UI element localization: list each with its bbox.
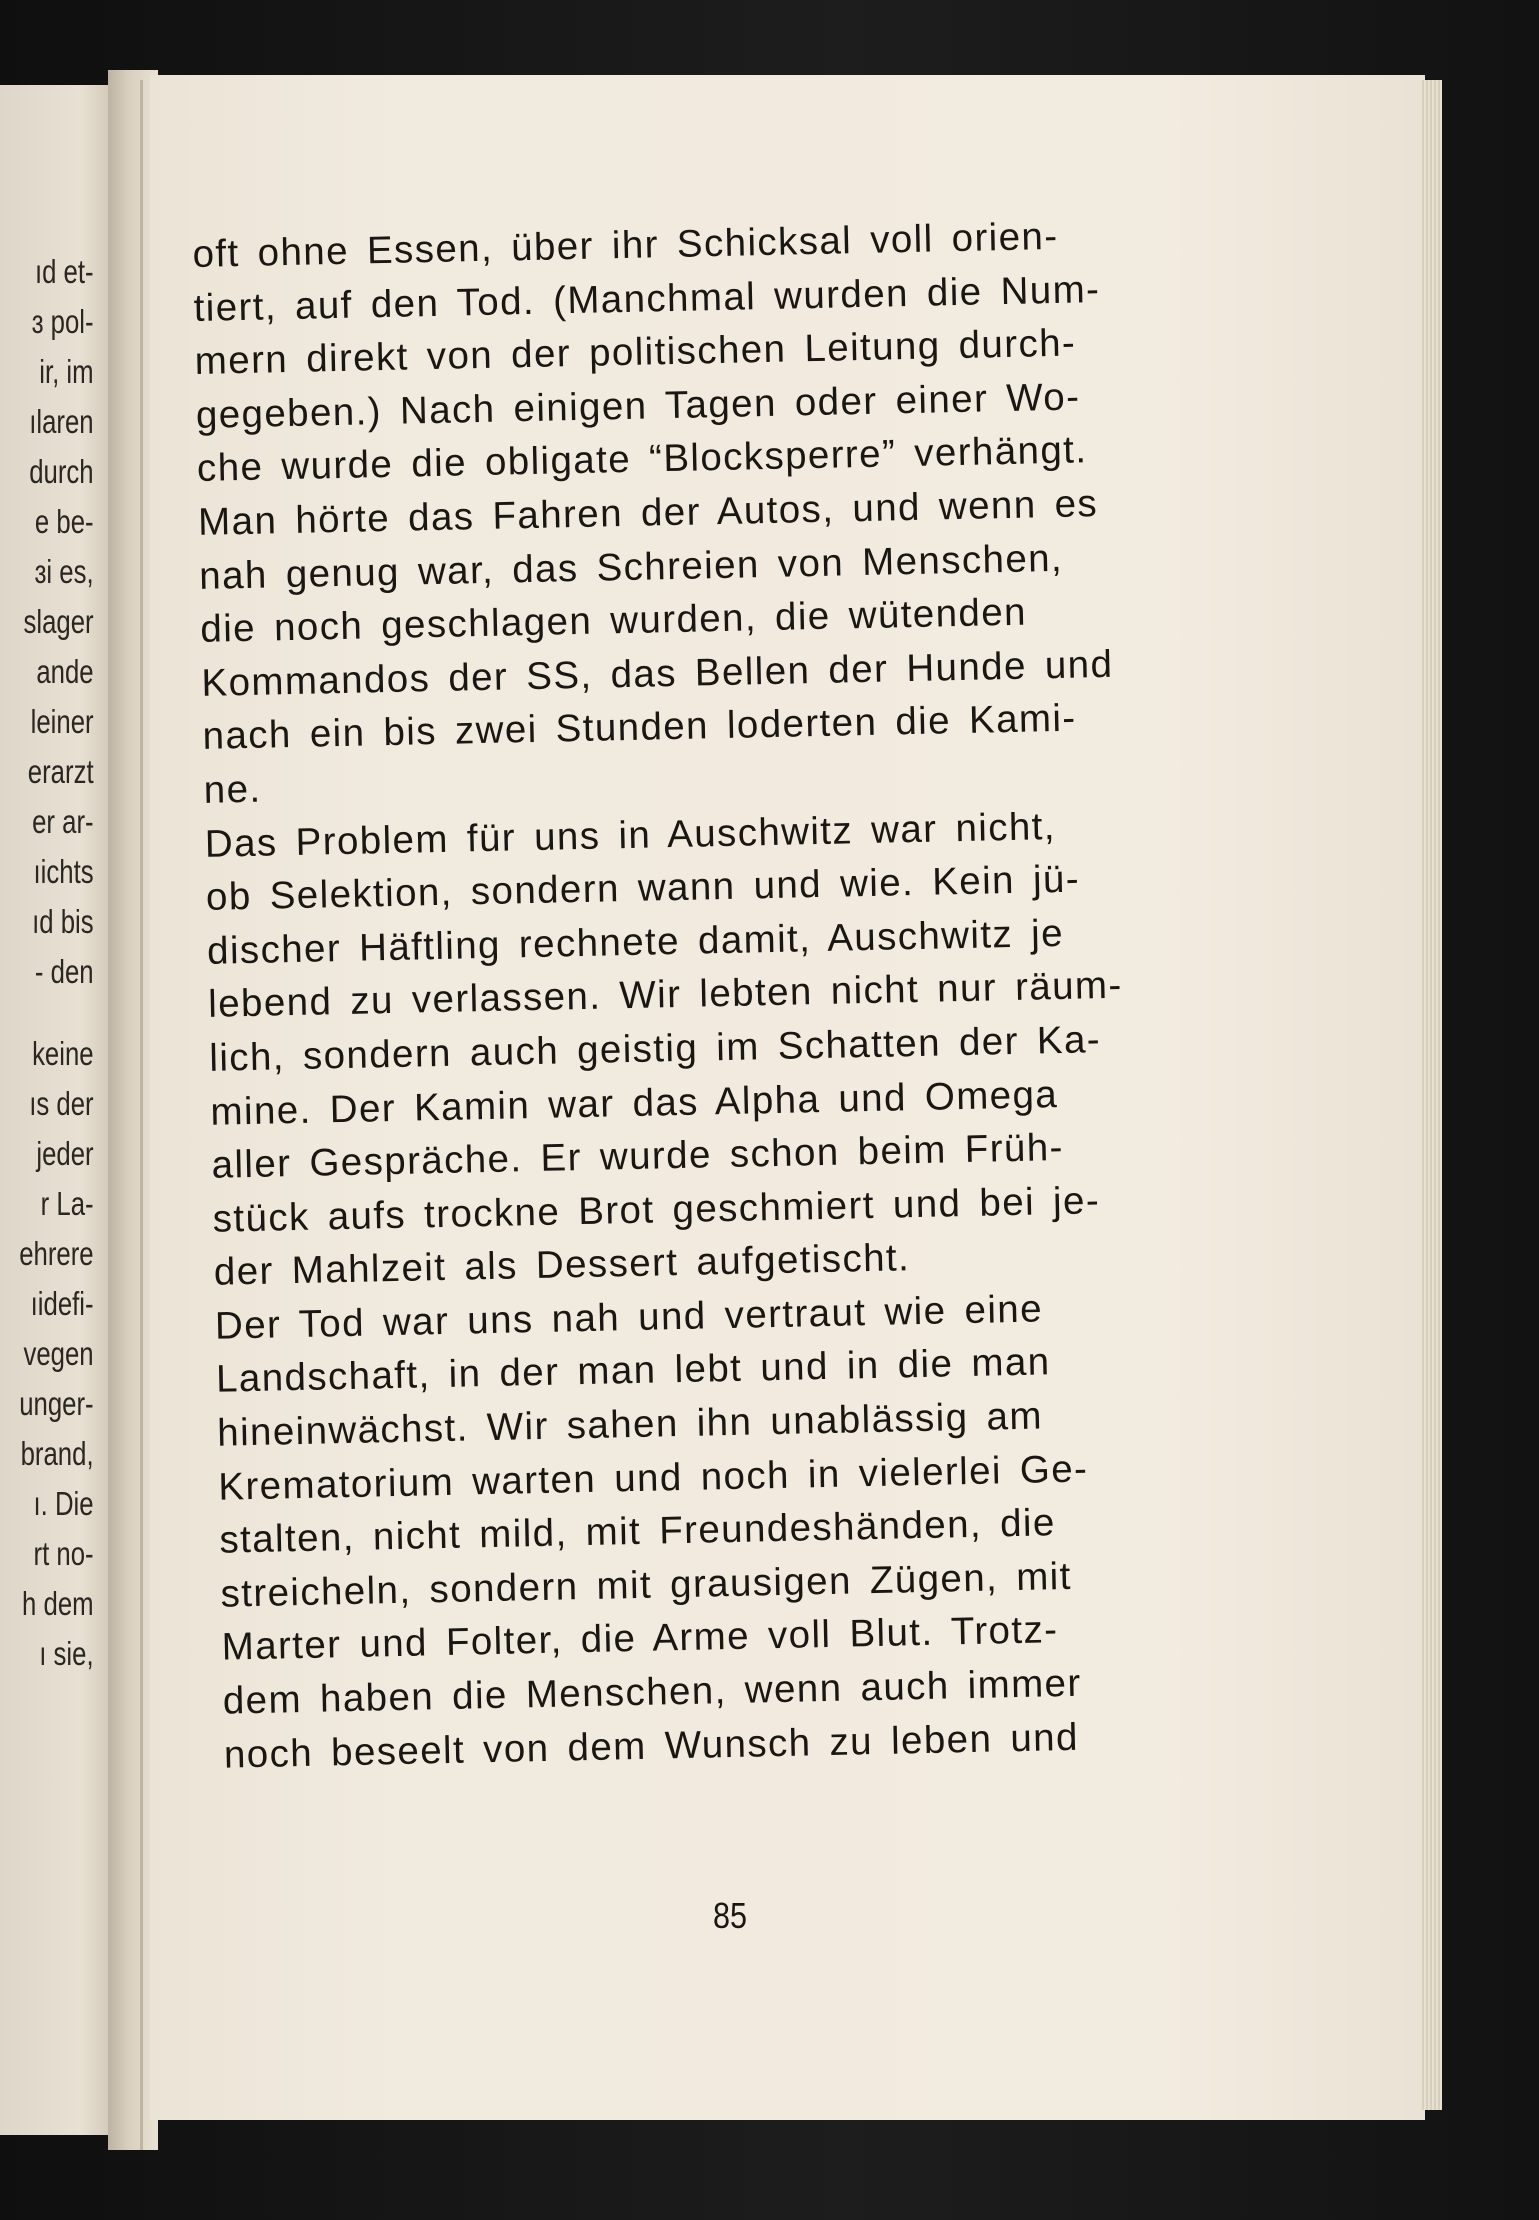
previous-page-fragment: leiner xyxy=(30,703,94,740)
text-line: ne. xyxy=(203,767,262,812)
text-line: stalten, nicht mild, mit Freundeshänden, die xyxy=(219,1501,1057,1562)
previous-page-fragment: jeder xyxy=(36,1135,94,1172)
text-line: mern direkt von der politischen Leitung durch- xyxy=(194,321,1077,384)
previous-page-fragment: erarzt xyxy=(27,753,94,790)
previous-page-text xyxy=(0,247,94,1679)
gutter-fold xyxy=(140,80,143,2150)
previous-page-fragment: h dem xyxy=(22,1585,94,1622)
page-number: 85 xyxy=(712,1895,748,1936)
text-line: stück aufs trockne Brot geschmiert und bei je- xyxy=(212,1178,1101,1241)
previous-page-fragment: ir, im xyxy=(39,353,94,390)
text-line: der Mahlzeit als Dessert aufgetischt. xyxy=(213,1236,911,1295)
previous-page-fragment: ı. Die xyxy=(33,1485,94,1522)
text-line: Man hörte das Fahren der Autos, und wenn es xyxy=(197,482,1099,544)
text-line: nah genug war, das Schreien von Menschen, xyxy=(198,536,1064,598)
previous-page-fragment: ıd bis xyxy=(32,903,94,940)
previous-page-fragment: ıidefi- xyxy=(30,1285,94,1322)
previous-page-fragment: ıs der xyxy=(29,1085,94,1122)
previous-page-fragment: ɜ pol- xyxy=(31,303,94,340)
text-line: lich, sondern auch geistig im Schatten der Ka- xyxy=(208,1018,1102,1080)
text-line: noch beseelt von dem Wunsch zu leben und xyxy=(223,1715,1080,1777)
text-line: hineinwächst. Wir sahen ihn unablässig am xyxy=(216,1394,1044,1455)
text-line: ob Selektion, sondern wann und wie. Kein jü- xyxy=(205,857,1081,919)
text-line: tiert, auf den Tod. (Manchmal wurden die Num- xyxy=(193,267,1101,330)
text-line: die noch geschlagen wurden, die wütenden xyxy=(199,590,1028,652)
previous-page-fragment: rt no- xyxy=(33,1535,94,1572)
previous-page-fragment: ıichts xyxy=(33,853,94,890)
previous-page-fragment: brand, xyxy=(20,1435,94,1472)
previous-page-fragment: ande xyxy=(36,653,94,690)
text-line: gegeben.) Nach einigen Tagen oder einer Wo- xyxy=(195,375,1081,437)
previous-page-fragment: ı sie, xyxy=(39,1635,94,1672)
previous-page-fragment: ɜi es, xyxy=(34,553,94,590)
previous-page-fragment: - den xyxy=(34,953,94,990)
text-line: discher Häftling rechnete damit, Auschwitz je xyxy=(206,911,1065,973)
previous-page-fragment: unger- xyxy=(19,1385,94,1422)
previous-page-fragment: durch xyxy=(29,453,94,490)
text-line: Krematorium warten und noch in vielerlei Ge- xyxy=(217,1447,1089,1509)
previous-page-fragment: er ar- xyxy=(32,803,94,840)
text-line: nach ein bis zwei Stunden loderten die Kami- xyxy=(202,696,1077,759)
paragraph-gap xyxy=(0,997,90,1029)
text-line: mine. Der Kamin war das Alpha und Omega xyxy=(210,1072,1059,1134)
previous-page-fragment: ılaren xyxy=(29,403,94,440)
text-line: aller Gespräche. Er wurde schon beim Früh- xyxy=(211,1126,1065,1187)
text-line: Landschaft, in der man lebt und in die man xyxy=(215,1340,1051,1402)
text-line: Marter und Folter, die Arme voll Blut. Trotz- xyxy=(221,1608,1059,1670)
text-line: Der Tod war uns nah und vertraut wie eine xyxy=(214,1287,1044,1348)
text-line: Kommandos der SS, das Bellen der Hunde und xyxy=(201,642,1114,705)
text-line: che wurde die obligate “Blocksperre” verhängt. xyxy=(196,428,1088,491)
previous-page-fragment: ehrere xyxy=(19,1235,94,1272)
previous-page-fragment: vegen xyxy=(23,1335,94,1372)
previous-page-fragment: e be- xyxy=(34,503,94,540)
previous-page-fragment: slager xyxy=(23,603,94,640)
previous-page-fragment: keine xyxy=(32,1035,94,1072)
page-edge-stack xyxy=(1420,80,1442,2110)
previous-page xyxy=(0,85,115,2135)
text-line: Das Problem für uns in Auschwitz war nicht, xyxy=(204,804,1057,866)
page-body-text xyxy=(192,206,1264,1782)
previous-page-fragment: ıd et- xyxy=(34,253,94,290)
text-line: oft ohne Essen, über ihr Schicksal voll orien- xyxy=(192,214,1059,276)
text-line: dem haben die Menschen, wenn auch immer xyxy=(222,1661,1083,1723)
previous-page-fragment: r La- xyxy=(40,1185,94,1222)
text-line: lebend zu verlassen. Wir lebten nicht nur räum- xyxy=(207,963,1124,1027)
text-line: streicheln, sondern mit grausigen Zügen, mit xyxy=(220,1554,1073,1616)
